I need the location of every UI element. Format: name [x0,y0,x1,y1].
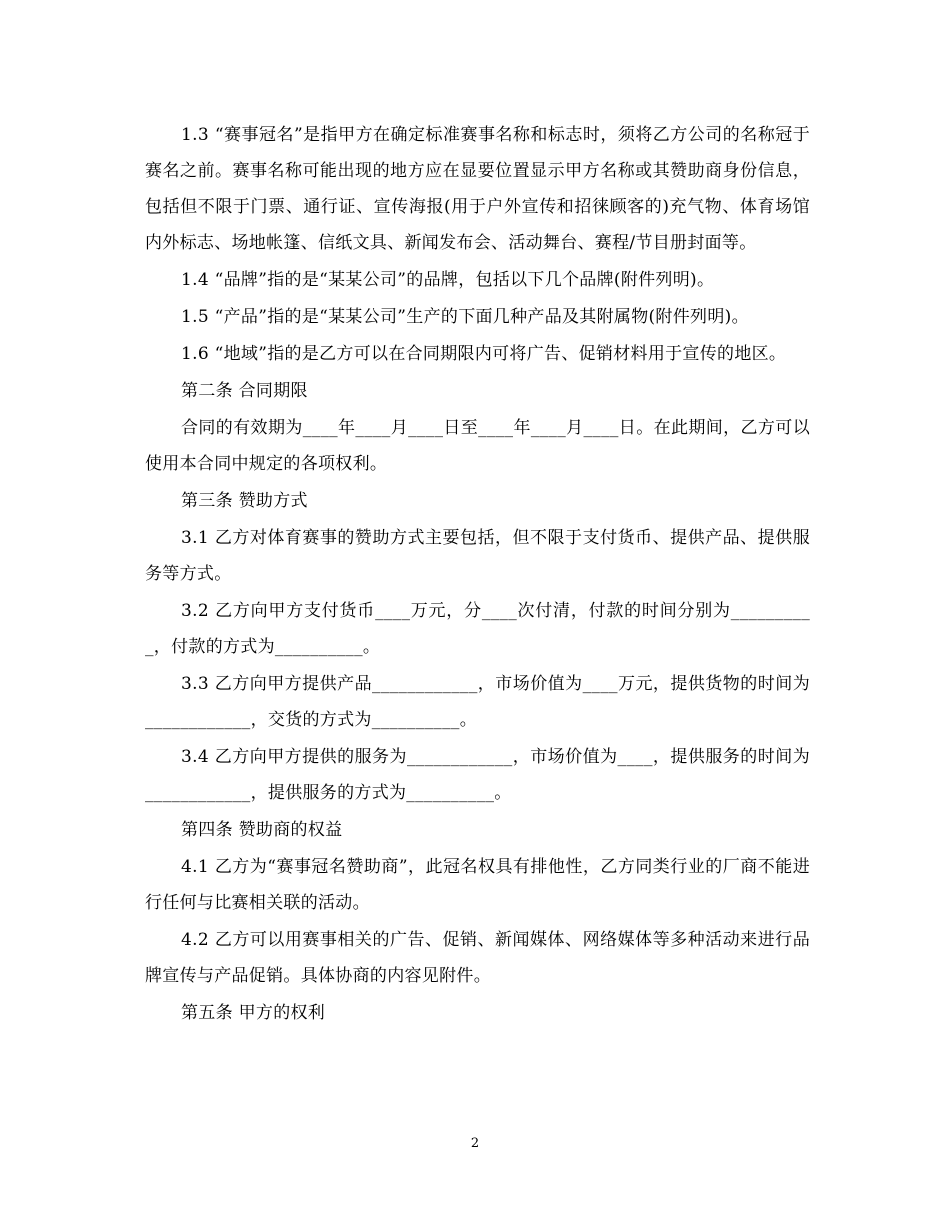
article-2-heading: 第二条 合同期限 [181,381,308,401]
page-number: 2 [470,1136,480,1151]
clause-4-2: 4.2 乙方可以用赛事相关的广告、促销、新闻媒体、网络媒体等多种活动来进行品牌宣传与产品促销。具体协商的内容见附件。 [145,930,810,986]
clause-3-3: 3.3 乙方向甲方提供产品____________，市场价值为____万元，提供货物的时间为____________，交货的方式为__________。 [145,674,810,730]
clause-1-4: 1.4 “品牌”指的是“某某公司”的品牌，包括以下几个品牌(附件列明)。 [181,270,715,290]
clause-1-5: 1.5 “产品”指的是“某某公司”生产的下面几种产品及其附属物(附件列明)。 [181,307,749,327]
clause-3-2: 3.2 乙方向甲方支付货币____万元，分____次付清，付款的时间分别为__________，付款的方式为__________。 [145,601,810,657]
clause-4-1: 4.1 乙方为“赛事冠名赞助商”，此冠名权具有排他性，乙方同类行业的厂商不能进行任何与比赛相关联的活动。 [145,857,810,913]
article-3-heading: 第三条 赞助方式 [181,491,308,511]
article-5-heading: 第五条 甲方的权利 [181,1003,326,1023]
article-4-heading: 第四条 赞助商的权益 [181,820,343,840]
clause-3-4: 3.4 乙方向甲方提供的服务为____________，市场价值为____，提供服务的时间为____________，提供服务的方式为__________。 [145,747,810,803]
clause-3-1: 3.1 乙方对体育赛事的赞助方式主要包括，但不限于支付货币、提供产品、提供服务等方式。 [145,528,810,584]
document-body [145,117,810,1032]
clause-1-3: 1.3 “赛事冠名”是指甲方在确定标准赛事名称和标志时，须将乙方公司的名称冠于赛名之前。赛事名称可能出现的地方应在显要位置显示甲方名称或其赞助商身份信息，包括但不限于门票、通行证、宣传海报(用于户外宣传和招徕顾客的)充气物、体育场馆内外标志、场地帐篷、信纸文具、新闻发布会、活动舞台、赛程/节目册封面等。 [145,125,810,253]
article-2-body: 合同的有效期为____年____月____日至____年____月____日。在此期间，乙方可以使用本合同中规定的各项权利。 [145,418,810,474]
clause-1-6: 1.6 “地域”指的是乙方可以在合同期限内可将广告、促销材料用于宣传的地区。 [181,344,787,364]
